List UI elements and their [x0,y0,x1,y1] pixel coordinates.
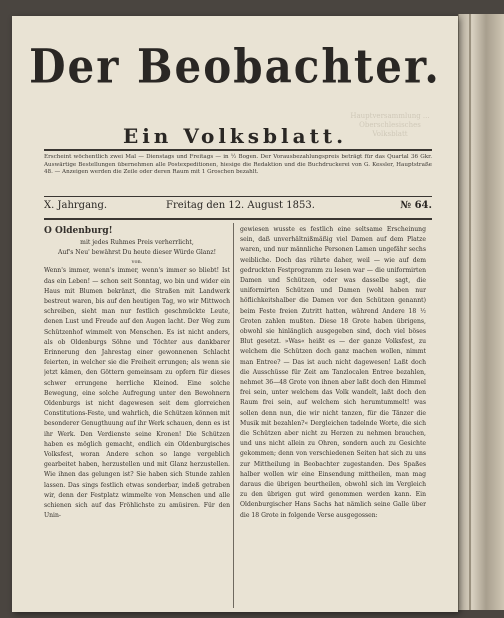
verse-line-2: Auf's Neu' bewährst Du heute dieser Würde Glanz! [57,249,217,257]
masthead-subtitle: Ein Volksblatt. [122,124,348,148]
verse-line-1: mit jedes Ruhmes Preis verherrlicht, [80,239,194,246]
article-body-right: gewiesen wusste es festlich eine seltsame Erscheinung sein, daß unverhältnißmäßig viel Damen auf dem Platze waren, und nur männliche Personen Lamen ungefähr sechs weibliche. Doch das rührte daher, weil — wie auf dem gedruckten Festprogramm zu lesen war — die uniformirten Damen und Schützen, oder was dasselbe sagt, die uniformirten Schützen und Damen (wohl haben nur höflichkeitshalber die Damen vor den Schützen genannt) beim Feste freien Zutritt hatten, während Andere 18 ½ Groten zahlen mußten. Diese 18 Grote haben übrigens, obwohl sie hinlänglich ausgegeben sind, doch viel böses Blut gesetzt. »Was« heißt es — der ganze Volksfest, zu welchem die Schützen doch ganz machen wollen, nimmt man Entree? — Das ist auch nicht dagewesen! Laßt doch die Ausschüsse für Zeit am Tanzlocalen Entree bezahlen, nehmet 36—48 Grote von ihnen aber laßt doch den Himmel frei sein, unter welchem das Volk wandelt, laßt doch den Raum frei sein, auf welchem sich herumtummelt! was sollen denn nun, die wir nicht tanzen, für die Tänzer die Musik mit bezahlen?« Dergleichen tadelnde Worte, die sich die Schützen aber nicht zu Herzen zu nehmen brauchen, und uns nicht allein zu Ohren, sondern auch zu Gesichte gekommen; denn von verschiedenen Seiten hat sich zu uns zur Mittheilung in Beobachter zugestanden. Des Spaßes halber wollen wir eine Einsendung mittheilen, man mag daraus die übrigen beurtheilen, obwohl sich im Vergleich zu den übrigen gut wird genommen werden kann. Ein Oldenburgischer Hans Sachs hat nämlich seine Galle über die 18 Grote in folgende Verse ausgegossen: [240,226,426,519]
newspaper-page [12,16,458,612]
article-body-left: Wenn's immer, wenn's immer, wenn's immer so bliebt! Ist das ein Leben! — schon seit Sonntag, wo bin und wider ein Haus mit Blumen bekränzt, die Straßen mit Landwerk bestreut waren, bis auf den heutigen Tag, wo wir Mittwoch schreiben, sieht man nur festlich geschmückte Leute, denen Lust und Freude auf den Augen lacht. Der Weg zum Schützenhof wimmelt von Menschen. Es ist nicht anders, als ob Oldenburgs Söhne und Töchter aus dankbarer Erinnerung den Jahrestag einer gewonnenen Schlacht feierten, in welcher sie die Freiheit errungen; als wenn sie jetzt kämen, den Göttern gemeinsam zu opfern für dieses schwer errungene herrliche Kleinod. Eine solche Bewegung, eine solche Aufregung unter den Bewohnern Oldenburgs ist nicht dagewesen seit dem glorreichen Constitutions-Feste, und wahrlich, die Schützen können mit besonderer Genugthuung auf ihr Werk schauen, denn es ist ihr Werk. Den Verdienste seine Kronen! Die Schützen haben es möglich gemacht, endlich ein Oldenburgisches Volksfest, woran Andere schon so lange vergeblich gearbeitet haben, herzustellen und mit Glanz herzustellen. Wie ihnen das gelungen ist? Sie haben sich Stunde zahlen lassen. Das sings festlich etwas sonderbar, indeß getraben wir, denn der Festplatz wimmelte von Menschen und alle schienen sich auf das Fröhlichste zu amüsiren. Für den Unin- [44,267,230,520]
article-right-column [240,225,426,608]
rule-below-dateline [44,218,432,220]
dateline [44,200,432,216]
subscription-notice: Erscheint wöchentlich zwei Mal — Dienstags und Freitags — in ½ Bogen. Der Vorausbezahlungspreis beträgt für das Quartal 36 Gkr. Auswärtige Bestellungen übernehmen alle Postexpeditionen, hiesige die Redaktion und die Buchdruckerei von G. Kessler, Hauptstraße 48. — Anzeigen werden die Zeile oder deren Raum mit 1 Groschen bezahlt. [44,154,432,175]
volume-label: X. Jahrgang. [44,200,108,211]
column-separator [233,223,234,608]
article-left-column [44,225,230,608]
article-heading: O Oldenburg! [44,226,113,236]
masthead-title: Der Beobachter. [29,39,441,94]
rule-above-dateline [44,196,432,197]
book-binding [458,14,504,610]
issue-number: № 64. [400,200,432,211]
verse-attribution: von. [131,259,143,266]
rule-top [44,149,432,151]
issue-date: Freitag den 12. August 1853. [166,200,315,211]
bleed-through-text: Hauptversammlung ... Oberschlesisches Volksblatt [350,112,430,138]
